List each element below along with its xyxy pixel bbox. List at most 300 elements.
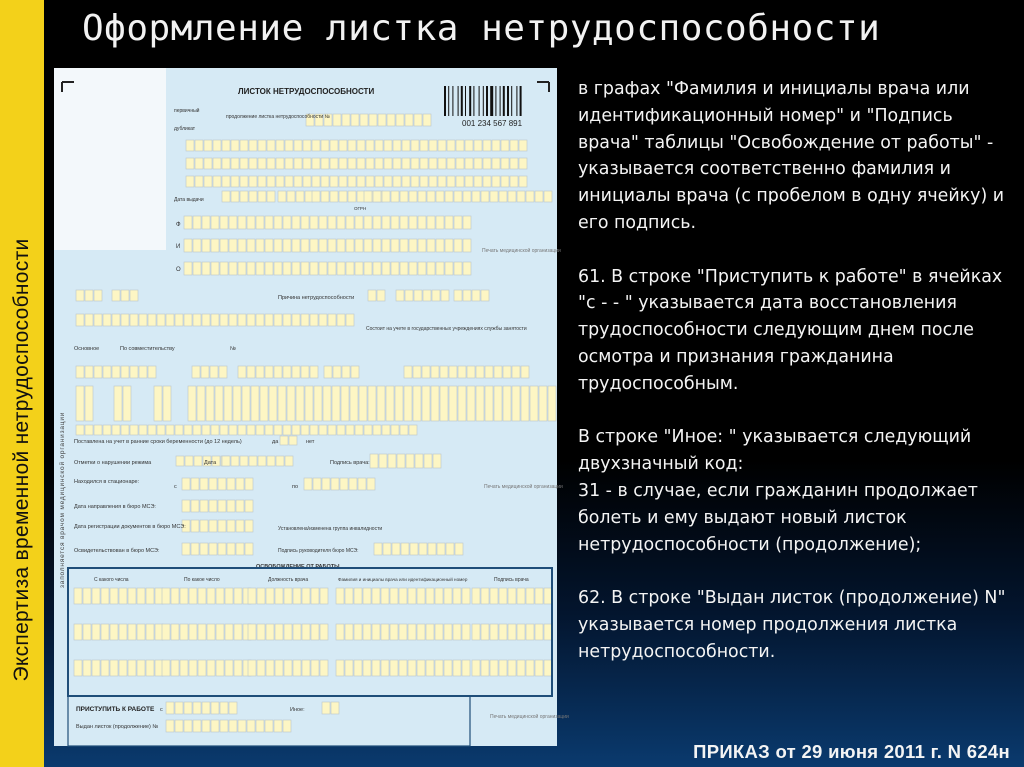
form-cell	[391, 239, 399, 252]
form-cell	[382, 425, 390, 435]
form-cell	[312, 158, 320, 169]
form-cell	[512, 386, 520, 421]
form-cell	[348, 191, 356, 202]
form-cell	[393, 140, 401, 151]
form-cell	[379, 454, 387, 468]
form-cell	[320, 624, 328, 640]
barcode-number: 001 234 567 891	[462, 119, 523, 128]
form-to-label: по	[292, 484, 299, 490]
form-cell	[337, 425, 345, 435]
form-cell	[258, 176, 266, 187]
form-cell	[419, 543, 427, 555]
form-cell	[465, 158, 473, 169]
form-cell	[339, 191, 347, 202]
form-cell	[454, 290, 462, 301]
barcode-bar	[511, 86, 512, 116]
form-cell	[510, 140, 518, 151]
form-main-job-label: Основное	[74, 346, 100, 352]
form-cell	[436, 239, 444, 252]
form-cell	[227, 543, 235, 555]
form-cell	[76, 314, 84, 326]
barcode-bar	[516, 86, 517, 116]
form-cell	[180, 624, 188, 640]
form-cell	[238, 262, 246, 275]
form-cell	[175, 425, 183, 435]
paragraph-code-31: 31 - в случае, если гражданин продолжает болеть и ему выдают новый листок нетрудоспособности (продолжение);	[578, 480, 978, 555]
form-cell	[285, 456, 293, 466]
form-cell	[185, 456, 193, 466]
form-cell	[257, 624, 265, 640]
form-cell	[137, 660, 145, 676]
form-cell	[375, 158, 383, 169]
form-cell	[431, 366, 439, 378]
form-cell	[453, 588, 461, 604]
form-cell	[330, 140, 338, 151]
form-cell	[137, 588, 145, 604]
form-cell	[247, 366, 255, 378]
form-cell	[350, 386, 358, 421]
form-cell	[130, 290, 138, 301]
form-cell	[354, 588, 362, 604]
form-cell	[209, 478, 217, 490]
form-cell	[218, 520, 226, 532]
form-cell	[284, 588, 292, 604]
release-col-from: С какого числа	[94, 577, 129, 583]
form-cell	[364, 425, 372, 435]
form-side-caption: заполняется врачом медицинской организации	[59, 411, 66, 588]
form-cell	[405, 114, 413, 126]
form-cell	[372, 660, 380, 676]
form-cell	[225, 588, 233, 604]
form-cell	[441, 290, 449, 301]
form-cell	[445, 191, 453, 202]
form-cell	[166, 720, 174, 732]
form-cell	[195, 140, 203, 151]
form-cell	[339, 158, 347, 169]
form-cell	[249, 191, 257, 202]
form-cell	[490, 660, 498, 676]
form-stamp-label: Печать медицинской организации	[482, 248, 561, 254]
form-cell	[446, 543, 454, 555]
form-cell	[427, 191, 435, 202]
form-cell	[112, 314, 120, 326]
form-cell	[191, 520, 199, 532]
form-cell	[310, 262, 318, 275]
form-cell	[222, 191, 230, 202]
form-cell	[130, 366, 138, 378]
paragraph-61: 61. В строке "Приступить к работе" в ячейках "с - - " указывается дата восстановления трудоспособности следующим днем после осмотра и признания гражданина трудоспособным.	[578, 266, 1003, 394]
release-col-to: По какое число	[184, 577, 220, 583]
form-cell	[166, 702, 174, 714]
form-cell	[364, 239, 372, 252]
form-cell	[248, 588, 256, 604]
form-cell	[76, 366, 84, 378]
form-cell	[332, 386, 340, 421]
form-no-label: нет	[306, 439, 315, 445]
form-cell	[402, 176, 410, 187]
form-cell	[449, 366, 457, 378]
form-cell	[530, 386, 538, 421]
form-cell	[275, 624, 283, 640]
form-cell	[363, 624, 371, 640]
sidebar-caption: Экспертиза временной нетрудоспособности	[10, 238, 33, 682]
form-cell	[312, 191, 320, 202]
slide-title: Оформление листка нетрудоспособности	[82, 8, 881, 49]
form-cell	[193, 262, 201, 275]
form-reason-label: Причина нетрудоспособности	[278, 295, 355, 301]
form-cell	[209, 520, 217, 532]
form-cell	[248, 660, 256, 676]
form-cell	[410, 543, 418, 555]
form-cell	[202, 425, 210, 435]
form-cell	[454, 216, 462, 229]
form-cell	[296, 386, 304, 421]
form-cell	[211, 314, 219, 326]
form-cell	[463, 216, 471, 229]
form-cell	[197, 386, 205, 421]
form-cell	[444, 624, 452, 640]
form-cell	[256, 366, 264, 378]
form-cell	[526, 588, 534, 604]
form-cell	[247, 216, 255, 229]
form-cell	[101, 660, 109, 676]
form-cell	[247, 720, 255, 732]
form-cell	[382, 191, 390, 202]
form-cell	[206, 386, 214, 421]
form-employment-label: Состоит на учете в государственных учреждениях службы занятости	[366, 326, 527, 332]
form-cell	[184, 720, 192, 732]
form-cell	[455, 543, 463, 555]
form-cell	[218, 478, 226, 490]
form-cell	[265, 216, 273, 229]
form-cell	[411, 176, 419, 187]
form-issued-continuation-label: Выдан листок (продолжение) №	[76, 724, 159, 730]
form-cell	[418, 262, 426, 275]
form-cell	[373, 239, 381, 252]
form-cell	[456, 140, 464, 151]
form-cell	[85, 425, 93, 435]
form-cell	[265, 314, 273, 326]
form-cell	[267, 140, 275, 151]
form-cell	[249, 140, 257, 151]
form-cell	[346, 262, 354, 275]
form-cell	[265, 425, 273, 435]
form-cell	[367, 478, 375, 490]
form-cell	[337, 314, 345, 326]
form-cell	[202, 262, 210, 275]
form-cell	[355, 239, 363, 252]
form-cell	[445, 239, 453, 252]
form-pregnancy-label: Поставлена на учет в ранние сроки беременности (до 12 недель)	[74, 439, 242, 445]
form-cell	[382, 262, 390, 275]
form-cell	[311, 660, 319, 676]
sick-leave-form-image	[54, 68, 569, 746]
form-cell	[454, 239, 462, 252]
form-cell	[319, 262, 327, 275]
form-stamp-label-3: Печать медицинской организации	[490, 714, 569, 720]
form-cell	[202, 216, 210, 229]
form-cell	[240, 140, 248, 151]
barcode-bar	[479, 86, 480, 116]
form-cell	[322, 478, 330, 490]
form-cell	[189, 660, 197, 676]
form-cell	[364, 216, 372, 229]
form-cell	[83, 588, 91, 604]
form-cell	[420, 140, 428, 151]
form-cell	[472, 191, 480, 202]
form-cell	[303, 176, 311, 187]
form-cell	[381, 624, 389, 640]
form-cell	[192, 366, 200, 378]
form-from-label: с	[174, 484, 177, 490]
form-cell	[269, 386, 277, 421]
form-cell	[222, 158, 230, 169]
form-cell	[420, 158, 428, 169]
form-cell	[440, 386, 448, 421]
form-cell	[238, 314, 246, 326]
form-cell	[184, 314, 192, 326]
form-cell	[481, 588, 489, 604]
form-cell	[456, 158, 464, 169]
form-cell	[258, 140, 266, 151]
form-cell	[321, 191, 329, 202]
form-cell	[357, 140, 365, 151]
form-cell	[346, 425, 354, 435]
form-cell	[381, 588, 389, 604]
form-cell	[375, 140, 383, 151]
form-cell	[283, 366, 291, 378]
form-cell	[229, 720, 237, 732]
form-cell	[234, 588, 242, 604]
form-cell	[503, 386, 511, 421]
form-cell	[194, 456, 202, 466]
barcode-bar	[503, 86, 505, 116]
form-cell	[333, 366, 341, 378]
form-cell	[236, 478, 244, 490]
form-cell	[363, 660, 371, 676]
form-cell	[346, 314, 354, 326]
form-cell	[267, 191, 275, 202]
form-cell	[301, 216, 309, 229]
form-cell	[200, 500, 208, 512]
form-cell	[462, 588, 470, 604]
form-cell	[296, 191, 304, 202]
form-cell	[275, 588, 283, 604]
form-cell	[191, 543, 199, 555]
form-cell	[301, 239, 309, 252]
form-cell	[396, 290, 404, 301]
form-cell	[463, 239, 471, 252]
form-cell	[370, 454, 378, 468]
form-cell	[521, 366, 529, 378]
form-cell	[512, 366, 520, 378]
form-cell	[510, 176, 518, 187]
form-cell	[112, 290, 120, 301]
form-cell	[386, 386, 394, 421]
form-mse-registration-label: Дата регистрации документов в бюро МСЭ:	[74, 524, 186, 530]
form-cell	[130, 425, 138, 435]
form-cell	[409, 216, 417, 229]
form-cell	[245, 500, 253, 512]
form-cell	[328, 425, 336, 435]
form-cell	[229, 702, 237, 714]
form-cell	[462, 624, 470, 640]
form-cell	[526, 660, 534, 676]
form-cell	[354, 660, 362, 676]
form-cell	[390, 588, 398, 604]
form-mse-head-sign-label: Подпись руководителя бюро МСЭ:	[278, 548, 359, 554]
form-cell	[435, 588, 443, 604]
form-cell	[162, 660, 170, 676]
form-cell	[319, 314, 327, 326]
form-cell	[310, 366, 318, 378]
form-stamp-label-2: Печать медицинской организации	[484, 484, 563, 490]
form-cell	[213, 176, 221, 187]
form-cell	[447, 176, 455, 187]
form-cell	[492, 140, 500, 151]
form-cell	[369, 114, 377, 126]
form-cell	[204, 140, 212, 151]
form-cell	[171, 660, 179, 676]
form-cell	[301, 366, 309, 378]
form-cell	[175, 314, 183, 326]
form-cell	[216, 624, 224, 640]
form-cell	[220, 314, 228, 326]
form-cell	[276, 158, 284, 169]
form-cell	[195, 158, 203, 169]
form-cell	[324, 366, 332, 378]
form-cell	[236, 520, 244, 532]
form-cell	[191, 478, 199, 490]
form-header: ЛИСТОК НЕТРУДОСПОСОБНОСТИ	[238, 87, 375, 96]
form-cell	[337, 216, 345, 229]
form-cell	[283, 239, 291, 252]
form-cell	[447, 140, 455, 151]
form-ogrn-label: ОГРН	[354, 206, 367, 211]
form-cell	[220, 720, 228, 732]
form-cell	[211, 262, 219, 275]
form-cell	[114, 386, 122, 421]
form-cell	[535, 191, 543, 202]
form-cell	[521, 386, 529, 421]
form-cell	[508, 624, 516, 640]
form-cell	[499, 624, 507, 640]
form-return-label: ПРИСТУПИТЬ К РАБОТЕ	[76, 706, 155, 713]
form-cell	[311, 588, 319, 604]
form-cell	[94, 290, 102, 301]
form-cell	[247, 425, 255, 435]
form-cell	[231, 158, 239, 169]
form-cell	[508, 660, 516, 676]
form-cell	[417, 660, 425, 676]
form-cell	[198, 624, 206, 640]
form-cell	[319, 425, 327, 435]
form-cell	[411, 158, 419, 169]
form-cell	[435, 660, 443, 676]
form-cell	[314, 386, 322, 421]
form-cell	[204, 176, 212, 187]
form-cell	[355, 216, 363, 229]
form-cell	[198, 588, 206, 604]
form-cell	[503, 366, 511, 378]
form-cell	[411, 140, 419, 151]
form-cell	[395, 386, 403, 421]
form-cell	[265, 720, 273, 732]
form-cell	[193, 216, 201, 229]
form-cell	[74, 588, 82, 604]
form-cell	[351, 114, 359, 126]
barcode-bar	[448, 86, 449, 116]
form-cell	[400, 262, 408, 275]
form-cell	[413, 366, 421, 378]
form-cell	[438, 158, 446, 169]
form-cell	[266, 624, 274, 640]
form-cell	[216, 660, 224, 676]
form-issue-date-label: Дата выдачи	[174, 197, 204, 203]
form-cell	[103, 425, 111, 435]
form-cell	[234, 624, 242, 640]
form-cell	[200, 478, 208, 490]
form-cell	[474, 158, 482, 169]
form-cell	[467, 386, 475, 421]
form-cell	[330, 176, 338, 187]
form-cell	[166, 314, 174, 326]
form-cell	[397, 454, 405, 468]
form-cell	[354, 624, 362, 640]
form-cell	[358, 478, 366, 490]
form-cell	[171, 588, 179, 604]
form-cell	[204, 158, 212, 169]
form-cell	[364, 262, 372, 275]
form-cell	[238, 366, 246, 378]
form-cell	[517, 624, 525, 640]
form-cell	[429, 176, 437, 187]
form-cell	[85, 314, 93, 326]
form-cell	[381, 660, 389, 676]
form-cell	[222, 140, 230, 151]
form-release-title: ОСВОБОЖДЕНИЕ ОТ РАБОТЫ	[256, 564, 340, 570]
form-cell	[517, 191, 525, 202]
form-cell	[476, 366, 484, 378]
form-cell	[76, 425, 84, 435]
form-cell	[384, 158, 392, 169]
form-cell	[220, 262, 228, 275]
form-cell	[445, 262, 453, 275]
form-cell	[284, 624, 292, 640]
form-first-label: первичный	[174, 108, 200, 114]
form-cell	[119, 660, 127, 676]
form-cell	[238, 425, 246, 435]
form-cell	[274, 366, 282, 378]
form-cell	[400, 425, 408, 435]
form-cell	[240, 158, 248, 169]
form-cell	[418, 216, 426, 229]
form-cell	[339, 140, 347, 151]
form-cell	[330, 191, 338, 202]
form-cell	[408, 624, 416, 640]
form-cell	[499, 588, 507, 604]
form-cell	[186, 158, 194, 169]
form-cell	[274, 425, 282, 435]
form-cell	[121, 366, 129, 378]
form-cell	[372, 624, 380, 640]
form-cell	[74, 624, 82, 640]
form-cell	[372, 588, 380, 604]
form-cell	[157, 314, 165, 326]
barcode-bar	[465, 86, 466, 116]
form-cell	[544, 191, 552, 202]
form-cell	[247, 314, 255, 326]
